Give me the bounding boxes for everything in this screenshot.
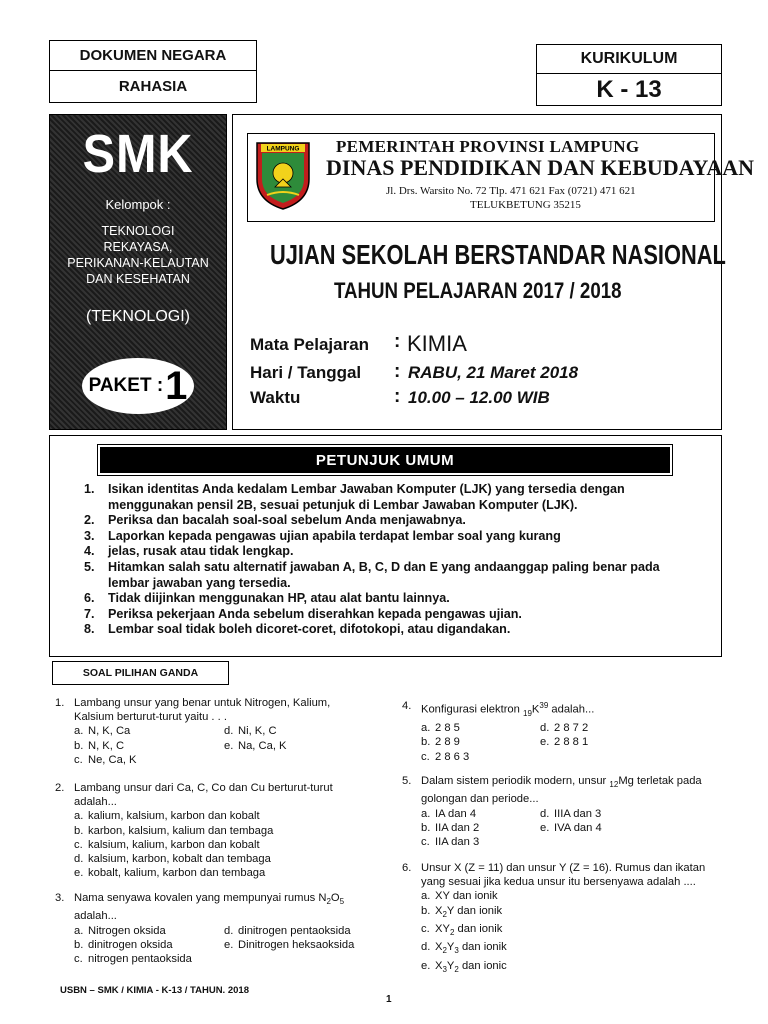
agency-address: Jl. Drs. Warsito No. 72 Tlp. 471 621 Fax (0721) 471 621 xyxy=(386,185,636,197)
option-a: a. Nitrogen oksida xyxy=(74,924,166,937)
option-b: b. IIA dan 2 xyxy=(421,821,480,834)
question-2: 2. Lambang unsur dari Ca, C, Co dan Cu berturut-turut adalah... a. kalium, kalsium, karbon dan kobalt b. karbon, kalsium, kalium dan tembaga c. kalsium, kalium, karbon dan kobalt d. kalsium, karbon, kobalt dan tembaga e. kobalt, kalium, karbon dan tembaga xyxy=(55,781,355,880)
option-c: c. nitrogen pentaoksida xyxy=(74,953,192,966)
paket-number: 1 xyxy=(165,363,188,408)
option-e: e. kobalt, kalium, karbon dan tembaga xyxy=(74,867,266,880)
option-d: d. 2 8 7 2 xyxy=(540,722,589,735)
curriculum-label: KURIKULUM xyxy=(536,44,722,74)
question-3: 3. Nama senyawa kovalen yang mempunyai rumus $N_2O_5$ adalah... a. Nitrogen oksida d. dinitrogen pentaoksida b. dinitrogen oksida e. Dinitrogen heksaoksida c. nitrogen pentaoksida xyxy=(55,891,365,966)
instruction-item: 1. Isikan identitas Anda kedalam Lembar Jawaban Komputer (LJK) yang tersedia dengan menggunakan pensil 2B, sesuai petunjuk di Lembar Jawaban Komputer (LJK). xyxy=(84,482,625,512)
time-label: Waktu xyxy=(250,388,301,407)
school-type-panel xyxy=(49,114,227,430)
option-e: e. Na, Ca, K xyxy=(224,739,287,752)
paket-badge xyxy=(82,358,194,414)
time-value: 10.00 – 12.00 WIB xyxy=(408,388,550,407)
instruction-item: 7. Periksa pekerjaan Anda sebelum diserahkan kepada pengawas ujian. xyxy=(84,606,522,621)
subject-colon: : xyxy=(394,331,401,352)
option-c: c. kalsium, kalium, karbon dan kobalt xyxy=(74,838,260,851)
group-line: DAN KESEHATAN xyxy=(86,272,190,286)
option-d: d. $X_2Y_3$ dan ionik xyxy=(421,941,507,956)
question-4: 4. Konfigurasi elektron $_{19}K^{39}$ adalah... a. 2 8 5 d. 2 8 7 2 b. 2 8 9 e. 2 8 8 1 c. 2 8 6 3 xyxy=(402,699,722,764)
curriculum-code: K - 13 xyxy=(536,73,722,106)
exam-title: UJIAN SEKOLAH BERSTANDAR NASIONAL xyxy=(270,239,726,270)
classification-label: RAHASIA xyxy=(49,70,257,103)
question-6: 6. Unsur X (Z = 11) dan unsur Y (Z = 16). Rumus dan ikatan yang sesuai jika kedua unsur itu bersenyawa adalah .... a. XY dan ionik b. $X_2Y$ dan ionik c. $XY_2$ dan ionik d. $X_2Y_3$ dan ionik e. $X_3Y_2$ dan ionic xyxy=(402,861,722,977)
section-title: SOAL PILIHAN GANDA xyxy=(52,661,229,685)
instruction-item: 2. Periksa dan bacalah soal-soal sebelum Anda menjawabnya. xyxy=(84,513,466,528)
option-c: c. $XY_2$ dan ionik xyxy=(421,923,503,938)
document-label: DOKUMEN NEGARA xyxy=(49,40,257,71)
option-b: b. N, K, C xyxy=(74,739,125,752)
option-e: e. 2 8 8 1 xyxy=(540,736,589,749)
option-a: a. N, K, Ca xyxy=(74,725,131,738)
group-line: REKAYASA, xyxy=(103,240,173,254)
group-list xyxy=(50,223,226,287)
option-c: c. 2 8 6 3 xyxy=(421,750,470,763)
option-c: c. IIA dan 3 xyxy=(421,836,480,849)
agency-line2: DINAS PENDIDIKAN DAN KEBUDAYAAN xyxy=(326,155,755,180)
group-label: Kelompok : xyxy=(105,197,171,212)
question-1: 1. Lambang unsur yang benar untuk Nitrogen, Kalium, Kalsium berturut-turut yaitu . . . a. N, K, Ca d. Ni, K, C b. N, K, C e. Na, Ca, K c. Ne, Ca, K xyxy=(55,696,355,767)
subject-label: Mata Pelajaran xyxy=(250,335,370,354)
question-5: 5. Dalam sistem periodik modern, unsur $_{12}$Mg terletak pada golongan dan periode... a. IA dan 4 d. IIIA dan 3 b. IIA dan 2 e. IVA dan 4 c. IIA dan 3 xyxy=(402,775,702,849)
group-short: (TEKNOLOGI) xyxy=(85,308,190,325)
option-c: c. Ne, Ca, K xyxy=(74,753,137,766)
option-e: e. IVA dan 4 xyxy=(540,821,602,834)
option-b: b. karbon, kalsium, kalium dan tembaga xyxy=(74,824,274,837)
agency-line1: PEMERINTAH PROVINSI LAMPUNG xyxy=(336,137,640,156)
page-footer: USBN – SMK / KIMIA - K-13 / TAHUN. 2018 xyxy=(60,985,249,996)
date-label: Hari / Tanggal xyxy=(250,363,362,382)
instruction-item: 4. jelas, rusak atau tidak lengkap. xyxy=(84,544,294,559)
instructions-title: PETUNJUK UMUM xyxy=(100,447,670,473)
group-line: TEKNOLOGI xyxy=(101,224,175,238)
subject-value: KIMIA xyxy=(407,331,467,356)
option-b: b. dinitrogen oksida xyxy=(74,938,173,951)
option-a: a. kalium, kalsium, karbon dan kobalt xyxy=(74,810,260,823)
instruction-item: 5. Hitamkan salah satu alternatif jawaban A, B, C, D dan E yang andaanggap paling benar pada lembar jawaban yang tersedia. xyxy=(84,559,660,590)
group-line: PERIKANAN-KELAUTAN xyxy=(67,256,209,270)
option-a: a. XY dan ionik xyxy=(421,890,498,903)
instruction-item: 3. Laporkan kepada pengawas ujian apabila terdapat lembar soal yang kurang xyxy=(84,528,561,543)
option-d: d. kalsium, karbon, kobalt dan tembaga xyxy=(74,853,271,866)
school-type-title: SMK xyxy=(82,124,194,184)
option-e: e. Dinitrogen heksaoksida xyxy=(224,938,355,951)
option-d: d. dinitrogen pentaoksida xyxy=(224,924,351,937)
page-number: 1 xyxy=(386,994,392,1005)
instructions-list xyxy=(78,482,698,638)
date-colon: : xyxy=(394,361,401,382)
option-b: b. 2 8 9 xyxy=(421,736,460,749)
option-e: e. $X_3Y_2$ dan ionic xyxy=(421,959,507,975)
instruction-item: 6. Tidak diijinkan menggunakan HP, atau alat bantu lainnya. xyxy=(84,591,450,606)
option-b: b. $X_2Y$ dan ionik xyxy=(421,904,503,919)
instruction-item: 8. Lembar soal tidak boleh dicoret-coret, difotokopi, atau digandakan. xyxy=(84,622,511,637)
time-colon: : xyxy=(394,386,401,407)
option-a: a. 2 8 5 xyxy=(421,722,460,735)
option-d: d. IIIA dan 3 xyxy=(540,807,602,820)
option-a: a. IA dan 4 xyxy=(421,807,477,820)
date-value: RABU, 21 Maret 2018 xyxy=(408,363,579,382)
emblem-text: LAMPUNG xyxy=(266,145,300,153)
lampung-emblem-icon xyxy=(253,139,313,211)
agency-city: TELUKBETUNG 35215 xyxy=(470,199,581,211)
option-d: d. Ni, K, C xyxy=(224,725,277,738)
exam-year: TAHUN PELAJARAN 2017 / 2018 xyxy=(334,278,622,303)
paket-label: PAKET : xyxy=(88,375,164,396)
